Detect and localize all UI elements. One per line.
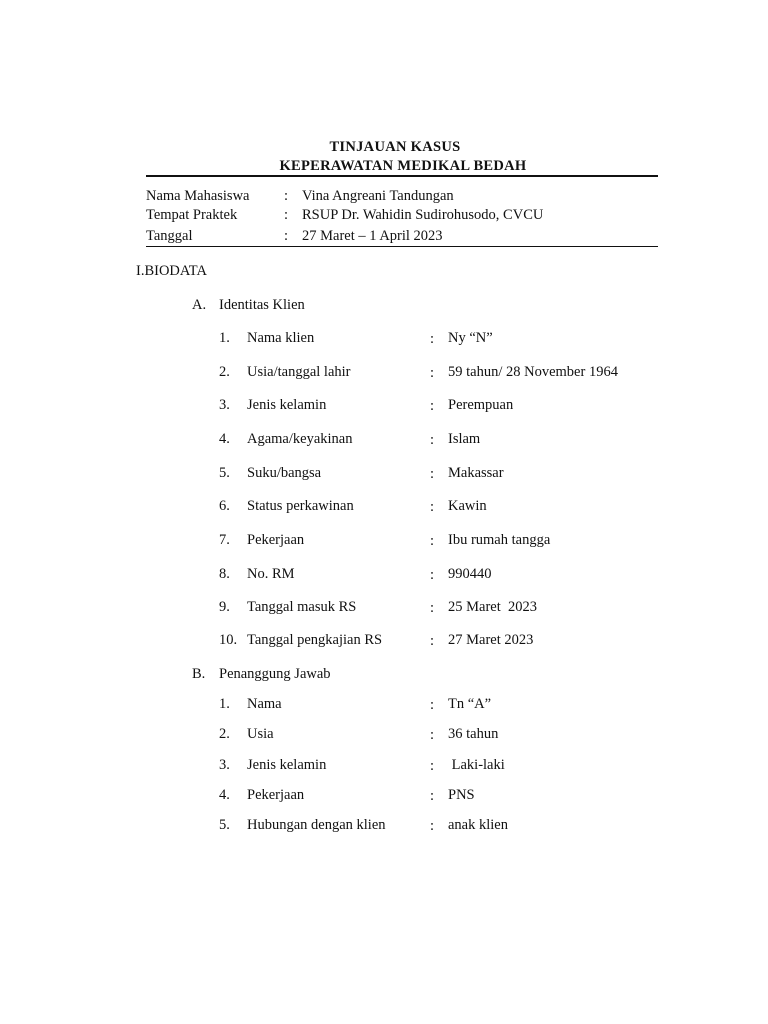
- item-label: Tanggal pengkajian RS: [247, 632, 383, 648]
- subsection-title-identitas-klien: Identitas Klien: [219, 297, 305, 313]
- info-rule: [146, 246, 658, 247]
- item-value: 25 Maret 2023: [448, 599, 537, 615]
- item-label: Suku/bangsa: [247, 465, 322, 481]
- header-rule-thick: [146, 175, 658, 177]
- item-number: 10.: [219, 632, 238, 648]
- item-separator: :: [430, 758, 435, 774]
- item-separator: :: [430, 331, 435, 347]
- item-number: 3.: [219, 757, 230, 773]
- item-number: 5.: [219, 817, 230, 833]
- document-title-line1: TINJAUAN KASUS: [329, 139, 461, 155]
- item-separator: :: [430, 697, 435, 713]
- item-separator: :: [430, 499, 435, 515]
- item-label: Status perkawinan: [247, 498, 354, 514]
- subsection-title-penanggung-jawab: Penanggung Jawab: [219, 666, 331, 682]
- item-separator: :: [430, 600, 435, 616]
- info-label: Tanggal: [146, 228, 193, 244]
- item-separator: :: [430, 727, 435, 743]
- item-separator: :: [430, 567, 435, 583]
- item-value: PNS: [448, 787, 475, 803]
- item-number: 4.: [219, 431, 230, 447]
- item-value: anak klien: [448, 817, 508, 833]
- item-value: 27 Maret 2023: [448, 632, 534, 648]
- item-label: Pekerjaan: [247, 787, 305, 803]
- subsection-letter: A.: [192, 297, 207, 313]
- info-value: Vina Angreani Tandungan: [302, 188, 454, 204]
- item-separator: :: [430, 633, 435, 649]
- item-separator: :: [430, 788, 435, 804]
- info-separator: :: [284, 228, 289, 244]
- item-separator: :: [430, 432, 435, 448]
- item-number: 9.: [219, 599, 230, 615]
- item-number: 2.: [219, 726, 230, 742]
- subsection-letter: B.: [192, 666, 206, 682]
- info-value: RSUP Dr. Wahidin Sudirohusodo, CVCU: [302, 207, 544, 223]
- item-value: Perempuan: [448, 397, 514, 413]
- item-number: 5.: [219, 465, 230, 481]
- item-label: Usia: [247, 726, 274, 742]
- item-value: Laki-laki: [448, 757, 505, 773]
- item-label: Pekerjaan: [247, 532, 305, 548]
- item-separator: :: [430, 365, 435, 381]
- item-number: 6.: [219, 498, 230, 514]
- item-label: Tanggal masuk RS: [247, 599, 357, 615]
- item-number: 4.: [219, 787, 230, 803]
- item-value: 990440: [448, 566, 492, 582]
- item-value: Kawin: [448, 498, 487, 514]
- item-value: Tn “A”: [448, 696, 492, 712]
- item-value: Makassar: [448, 465, 504, 481]
- item-number: 3.: [219, 397, 230, 413]
- item-value: 36 tahun: [448, 726, 499, 742]
- item-number: 2.: [219, 364, 230, 380]
- item-number: 1.: [219, 696, 230, 712]
- item-value: Islam: [448, 431, 481, 447]
- item-separator: :: [430, 818, 435, 834]
- document-title-line2: KEPERAWATAN MEDIKAL BEDAH: [279, 158, 527, 174]
- item-separator: :: [430, 398, 435, 414]
- info-separator: :: [284, 188, 289, 204]
- item-number: 8.: [219, 566, 230, 582]
- item-number: 7.: [219, 532, 230, 548]
- item-separator: :: [430, 533, 435, 549]
- info-value: 27 Maret – 1 April 2023: [302, 228, 443, 244]
- item-label: Jenis kelamin: [247, 757, 327, 773]
- info-separator: :: [284, 207, 289, 223]
- item-separator: :: [430, 466, 435, 482]
- item-label: Usia/tanggal lahir: [247, 364, 351, 380]
- item-label: Jenis kelamin: [247, 397, 327, 413]
- item-label: Agama/keyakinan: [247, 431, 353, 447]
- item-value: Ibu rumah tangga: [448, 532, 551, 548]
- item-value: 59 tahun/ 28 November 1964: [448, 364, 618, 380]
- section-heading-biodata: I.BIODATA: [136, 263, 207, 279]
- item-label: Nama: [247, 696, 282, 712]
- item-number: 1.: [219, 330, 230, 346]
- item-value: Ny “N”: [448, 330, 493, 346]
- item-label: Nama klien: [247, 330, 315, 346]
- info-label: Nama Mahasiswa: [146, 188, 250, 204]
- item-label: No. RM: [247, 566, 295, 582]
- item-label: Hubungan dengan klien: [247, 817, 386, 833]
- info-label: Tempat Praktek: [146, 207, 238, 223]
